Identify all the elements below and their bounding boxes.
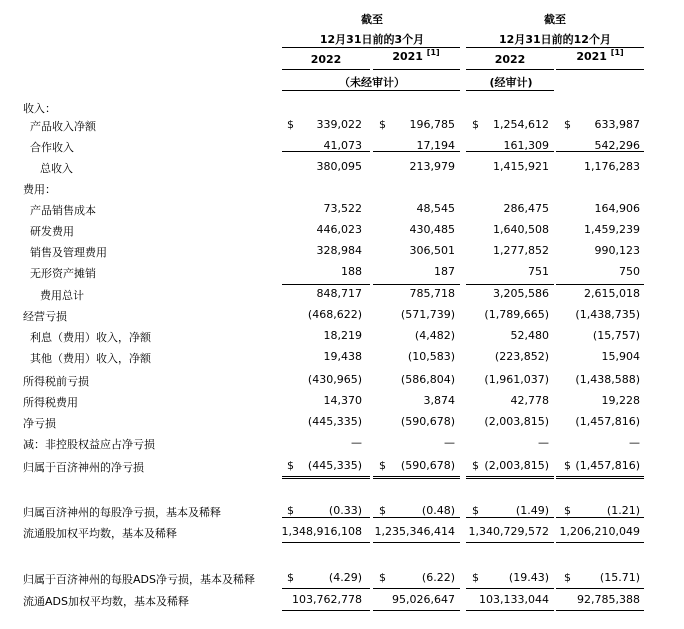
col2-footnote: [1] xyxy=(426,48,440,57)
col1-year: 2022 xyxy=(310,53,342,66)
cell-value: (571,739) xyxy=(400,308,455,321)
row-label: 归属于百济神州的净亏损 xyxy=(23,461,144,474)
currency-symbol: $ xyxy=(564,459,571,472)
currency-symbol: $ xyxy=(379,571,386,584)
table-row xyxy=(0,261,684,282)
cell-value: (1.21) xyxy=(606,504,640,517)
currency-symbol: $ xyxy=(472,571,479,584)
currency-symbol: $ xyxy=(472,118,479,131)
cell-value: 380,095 xyxy=(316,160,362,173)
cell-value: 1,459,239 xyxy=(584,223,640,236)
col2-year: 2021 [1] xyxy=(392,48,440,63)
currency-symbol: $ xyxy=(564,571,571,584)
row-label: 所得税费用 xyxy=(23,396,78,409)
cell-value: (445,335) xyxy=(307,415,362,428)
table-row xyxy=(0,283,684,304)
currency-symbol: $ xyxy=(379,118,386,131)
row-label: 总收入 xyxy=(40,162,73,175)
table-row xyxy=(0,521,684,542)
cell-value: 430,485 xyxy=(409,223,455,236)
cell-value: (15,757) xyxy=(592,329,640,342)
row-label: 减：非控股权益应占净亏损 xyxy=(23,438,155,451)
cell-value: (6.22) xyxy=(421,571,455,584)
cell-value: — xyxy=(538,436,549,449)
table-rule xyxy=(556,517,644,518)
table-rule xyxy=(282,151,370,152)
cell-value: 42,778 xyxy=(510,394,549,407)
cell-value: 161,309 xyxy=(503,139,549,152)
table-rule xyxy=(282,610,370,611)
row-label: 销售及管理费用 xyxy=(30,246,107,259)
table-rule xyxy=(373,517,460,518)
table-row xyxy=(0,567,684,588)
cell-value: 1,340,729,572 xyxy=(468,525,549,538)
cell-value: 92,785,388 xyxy=(577,593,640,606)
table-rule xyxy=(282,542,370,543)
currency-symbol: $ xyxy=(472,459,479,472)
cell-value: 633,987 xyxy=(594,118,640,131)
table-rule xyxy=(466,151,554,152)
table-rule xyxy=(373,151,460,152)
group1-audit-status: （未经审计） xyxy=(339,76,405,89)
cell-value: 3,205,586 xyxy=(493,287,549,300)
cell-value: 103,133,044 xyxy=(479,593,549,606)
cell-value: (0.48) xyxy=(421,504,455,517)
currency-symbol: $ xyxy=(564,118,571,131)
cell-value: (223,852) xyxy=(494,350,549,363)
cell-value: 15,904 xyxy=(601,350,640,363)
table-row xyxy=(0,114,684,135)
cell-value: 339,022 xyxy=(316,118,362,131)
table-rule xyxy=(466,517,554,518)
group1-title: 截至 xyxy=(361,13,383,26)
cell-value: 95,026,647 xyxy=(392,593,455,606)
table-row xyxy=(0,369,684,390)
cell-value: (430,965) xyxy=(307,373,362,386)
cell-value: 48,545 xyxy=(416,202,455,215)
cell-value: (2,003,815) xyxy=(484,459,549,472)
cell-value: 1,640,508 xyxy=(493,223,549,236)
row-label: 净亏损 xyxy=(23,417,56,430)
cell-value: 785,718 xyxy=(409,287,455,300)
currency-symbol: $ xyxy=(472,504,479,517)
cell-value: 1,176,283 xyxy=(584,160,640,173)
currency-symbol: $ xyxy=(287,118,294,131)
cell-value: (1,438,588) xyxy=(575,373,640,386)
table-rule xyxy=(373,284,460,285)
currency-symbol: $ xyxy=(287,571,294,584)
table-rule xyxy=(556,284,644,285)
table-rule xyxy=(282,476,370,479)
cell-value: (1,789,665) xyxy=(484,308,549,321)
table-rule xyxy=(466,542,554,543)
row-label: 无形资产摊销 xyxy=(30,267,96,280)
cell-value: — xyxy=(629,436,640,449)
table-rule xyxy=(282,517,370,518)
table-rule xyxy=(556,610,644,611)
table-row xyxy=(0,198,684,219)
table-rule xyxy=(373,588,460,589)
cell-value: 1,235,346,414 xyxy=(374,525,455,538)
table-row xyxy=(0,177,684,198)
row-label: 收入： xyxy=(23,102,56,115)
row-label: 产品收入净额 xyxy=(30,120,96,133)
col4-year: 2021 [1] xyxy=(576,48,624,63)
row-label: 产品销售成本 xyxy=(30,204,96,217)
cell-value: (1.49) xyxy=(515,504,549,517)
group2-title: 截至 xyxy=(544,13,566,26)
currency-symbol: $ xyxy=(379,459,386,472)
table-rule xyxy=(466,476,554,479)
row-label: 归属于百济神州的每股ADS净亏损，基本及稀释 xyxy=(23,573,255,586)
table-row xyxy=(0,432,684,453)
table-rule xyxy=(282,588,370,589)
currency-symbol: $ xyxy=(564,504,571,517)
cell-value: 542,296 xyxy=(594,139,640,152)
table-row xyxy=(0,325,684,346)
cell-value: 188 xyxy=(341,265,362,278)
cell-value: (10,583) xyxy=(407,350,455,363)
cell-value: 848,717 xyxy=(316,287,362,300)
cell-value: (4.29) xyxy=(328,571,362,584)
cell-value: 2,615,018 xyxy=(584,287,640,300)
table-rule xyxy=(282,284,370,285)
row-label: 经营亏损 xyxy=(23,310,67,323)
cell-value: (468,622) xyxy=(307,308,362,321)
cell-value: 306,501 xyxy=(409,244,455,257)
cell-value: (590,678) xyxy=(400,415,455,428)
cell-value: 328,984 xyxy=(316,244,362,257)
cell-value: 19,438 xyxy=(323,350,362,363)
table-row xyxy=(0,390,684,411)
cell-value: (1,961,037) xyxy=(484,373,549,386)
col3-year: 2022 xyxy=(494,53,526,66)
row-label: 利息（费用）收入，净额 xyxy=(30,331,151,344)
row-label: 流通股加权平均数，基本及稀释 xyxy=(23,527,177,540)
cell-value: (4,482) xyxy=(414,329,455,342)
cell-value: 19,228 xyxy=(601,394,640,407)
cell-value: (1,457,816) xyxy=(575,415,640,428)
cell-value: (1,457,816) xyxy=(575,459,640,472)
cell-value: 196,785 xyxy=(409,118,455,131)
group2-subtitle: 12月31日前的12个月 xyxy=(499,33,611,46)
cell-value: 990,123 xyxy=(594,244,640,257)
row-label: 合作收入 xyxy=(30,141,74,154)
cell-value: 1,254,612 xyxy=(493,118,549,131)
cell-value: (445,335) xyxy=(307,459,362,472)
cell-value: 18,219 xyxy=(323,329,362,342)
table-rule xyxy=(556,588,644,589)
table-rule xyxy=(466,588,554,589)
table-row xyxy=(0,240,684,261)
cell-value: 14,370 xyxy=(323,394,362,407)
currency-symbol: $ xyxy=(287,504,294,517)
table-row xyxy=(0,455,684,476)
cell-value: 164,906 xyxy=(594,202,640,215)
table-row xyxy=(0,304,684,325)
cell-value: 751 xyxy=(528,265,549,278)
row-label: 归属百济神州的每股净亏损，基本及稀释 xyxy=(23,506,221,519)
row-label: 所得税前亏损 xyxy=(23,375,89,388)
table-rule xyxy=(373,476,460,479)
currency-symbol: $ xyxy=(379,504,386,517)
row-label: 费用总计 xyxy=(40,289,84,302)
cell-value: 52,480 xyxy=(510,329,549,342)
table-rule xyxy=(466,610,554,611)
row-label: 流通ADS加权平均数，基本及稀释 xyxy=(23,595,189,608)
table-row xyxy=(0,589,684,610)
cell-value: 73,522 xyxy=(323,202,362,215)
cell-value: (586,804) xyxy=(400,373,455,386)
table-row xyxy=(0,156,684,177)
cell-value: 286,475 xyxy=(503,202,549,215)
cell-value: 1,206,210,049 xyxy=(559,525,640,538)
cell-value: 750 xyxy=(619,265,640,278)
table-row xyxy=(0,219,684,240)
table-rule xyxy=(373,610,460,611)
table-rule xyxy=(556,542,644,543)
cell-value: 1,348,916,108 xyxy=(281,525,362,538)
cell-value: (15.71) xyxy=(599,571,640,584)
cell-value: 187 xyxy=(434,265,455,278)
table-rule xyxy=(556,476,644,479)
cell-value: 17,194 xyxy=(416,139,455,152)
cell-value: 1,277,852 xyxy=(493,244,549,257)
cell-value: — xyxy=(351,436,362,449)
cell-value: (2,003,815) xyxy=(484,415,549,428)
table-row xyxy=(0,346,684,367)
row-label: 其他（费用）收入，净额 xyxy=(30,352,151,365)
row-label: 费用： xyxy=(23,183,56,196)
table-rule xyxy=(373,542,460,543)
table-rule xyxy=(466,284,554,285)
cell-value: (590,678) xyxy=(400,459,455,472)
cell-value: (19.43) xyxy=(508,571,549,584)
cell-value: (0.33) xyxy=(328,504,362,517)
group1-subtitle: 12月31日前的3个月 xyxy=(319,33,425,46)
cell-value: 3,874 xyxy=(423,394,455,407)
cell-value: 213,979 xyxy=(409,160,455,173)
cell-value: — xyxy=(444,436,455,449)
table-row xyxy=(0,135,684,156)
table-rule xyxy=(556,151,644,152)
cell-value: (1,438,735) xyxy=(575,308,640,321)
cell-value: 103,762,778 xyxy=(292,593,362,606)
cell-value: 41,073 xyxy=(323,139,362,152)
row-label: 研发费用 xyxy=(30,225,74,238)
table-row xyxy=(0,411,684,432)
col4-footnote: [1] xyxy=(610,48,624,57)
group2-audit-status: (经审计) xyxy=(489,76,533,89)
cell-value: 1,415,921 xyxy=(493,160,549,173)
cell-value: 446,023 xyxy=(316,223,362,236)
currency-symbol: $ xyxy=(287,459,294,472)
